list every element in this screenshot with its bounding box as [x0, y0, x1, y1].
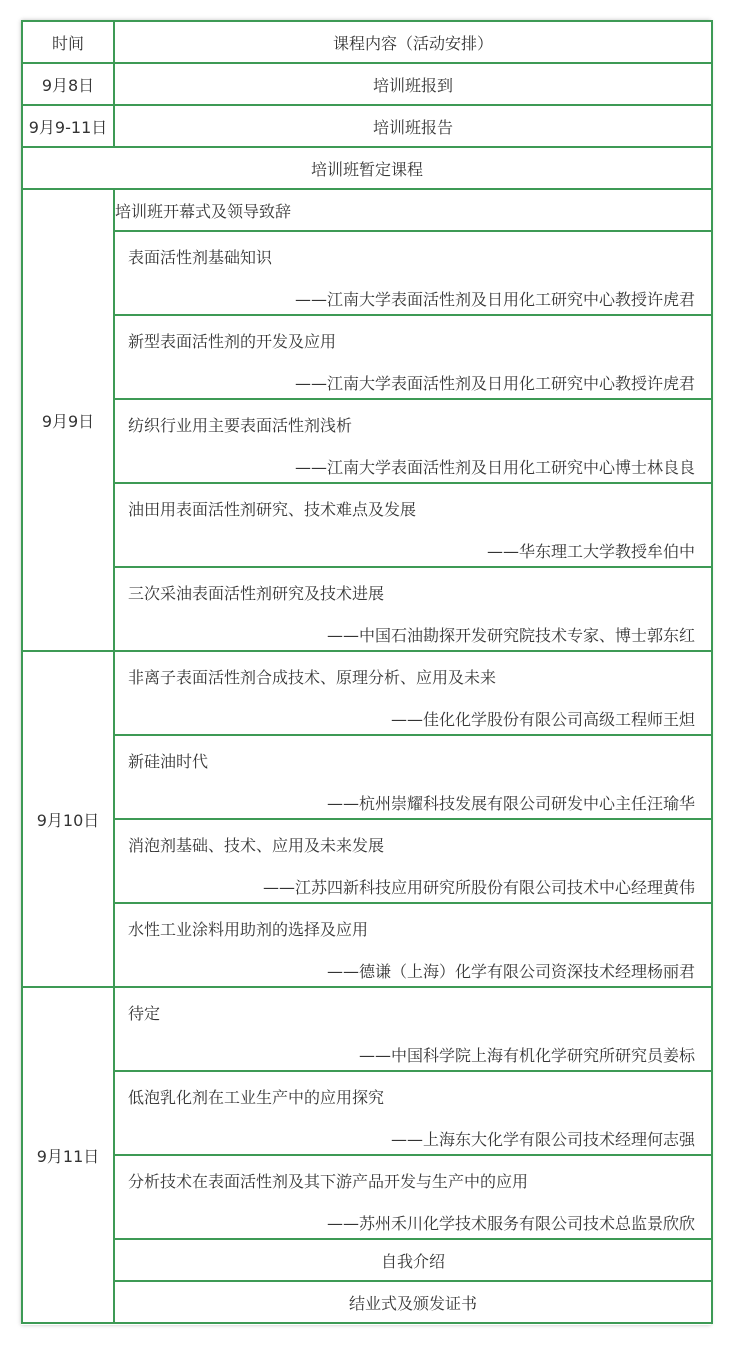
row-content: 培训班报告	[114, 105, 712, 147]
closing-ceremony: 结业式及颁发证书	[114, 1281, 712, 1323]
opening-ceremony: 培训班开幕式及领导致辞	[114, 189, 712, 231]
session-row	[22, 483, 712, 567]
session-row	[22, 315, 712, 399]
session-speaker: ——江南大学表面活性剂及日用化工研究中心博士林良良	[294, 457, 695, 477]
row-time: 9月9-11日	[22, 105, 114, 147]
session-row	[22, 399, 712, 483]
session-speaker: ——杭州崇耀科技发展有限公司研发中心主任汪瑜华	[326, 793, 695, 813]
date-cell: 9月10日	[22, 651, 114, 987]
session-title: 表面活性剂基础知识	[128, 247, 273, 267]
session-title: 分析技术在表面活性剂及其下游产品开发与生产中的应用	[128, 1171, 529, 1191]
session-speaker: ——江苏四新科技应用研究所股份有限公司技术中心经理黄伟	[262, 877, 695, 897]
session-row	[22, 1155, 712, 1239]
session-row	[22, 735, 712, 819]
session-title: 水性工业涂料用助剂的选择及应用	[128, 919, 369, 939]
session-speaker: ——上海东大化学有限公司技术经理何志强	[390, 1129, 695, 1149]
session-title: 三次采油表面活性剂研究及技术进展	[128, 583, 385, 603]
session-row	[22, 567, 712, 651]
self-intro: 自我介绍	[114, 1239, 712, 1281]
date-cell: 9月9日	[22, 189, 114, 651]
header-time: 时间	[22, 21, 114, 63]
header-content: 课程内容（活动安排）	[114, 21, 712, 63]
session-title: 新型表面活性剂的开发及应用	[128, 331, 337, 351]
section-title: 培训班暂定课程	[22, 147, 712, 189]
session-speaker: ——华东理工大学教授牟伯中	[486, 541, 695, 561]
row-time: 9月8日	[22, 63, 114, 105]
date-cell: 9月11日	[22, 987, 114, 1323]
row-content: 培训班报到	[114, 63, 712, 105]
table-row	[22, 105, 712, 147]
session-row	[22, 231, 712, 315]
session-speaker: ——苏州禾川化学技术服务有限公司技术总监景欣欣	[326, 1213, 695, 1233]
session-title: 待定	[128, 1003, 161, 1023]
session-row	[22, 1071, 712, 1155]
session-title: 新硅油时代	[128, 751, 209, 771]
session-row	[22, 987, 712, 1071]
table-header-row	[22, 21, 712, 63]
session-speaker: ——佳化化学股份有限公司高级工程师王炟	[390, 709, 695, 729]
section-title-row	[22, 147, 712, 189]
session-title: 消泡剂基础、技术、应用及未来发展	[128, 835, 385, 855]
schedule-table	[21, 20, 713, 1324]
session-speaker: ——江南大学表面活性剂及日用化工研究中心教授许虎君	[294, 373, 695, 393]
session-row	[22, 819, 712, 903]
session-speaker: ——中国石油勘探开发研究院技术专家、博士郭东红	[326, 625, 695, 645]
session-speaker: ——中国科学院上海有机化学研究所研究员姜标	[358, 1045, 695, 1065]
session-row	[22, 651, 712, 735]
table-row	[22, 63, 712, 105]
session-title: 非离子表面活性剂合成技术、原理分析、应用及未来	[128, 667, 497, 687]
session-title: 低泡乳化剂在工业生产中的应用探究	[128, 1087, 385, 1107]
table-row	[22, 1281, 712, 1323]
session-speaker: ——江南大学表面活性剂及日用化工研究中心教授许虎君	[294, 289, 695, 309]
session-title: 纺织行业用主要表面活性剂浅析	[128, 415, 353, 435]
session-row	[22, 903, 712, 987]
session-speaker: ——德谦（上海）化学有限公司资深技术经理杨丽君	[326, 961, 695, 981]
table-row	[22, 189, 712, 231]
session-title: 油田用表面活性剂研究、技术难点及发展	[128, 499, 417, 519]
table-row	[22, 1239, 712, 1281]
